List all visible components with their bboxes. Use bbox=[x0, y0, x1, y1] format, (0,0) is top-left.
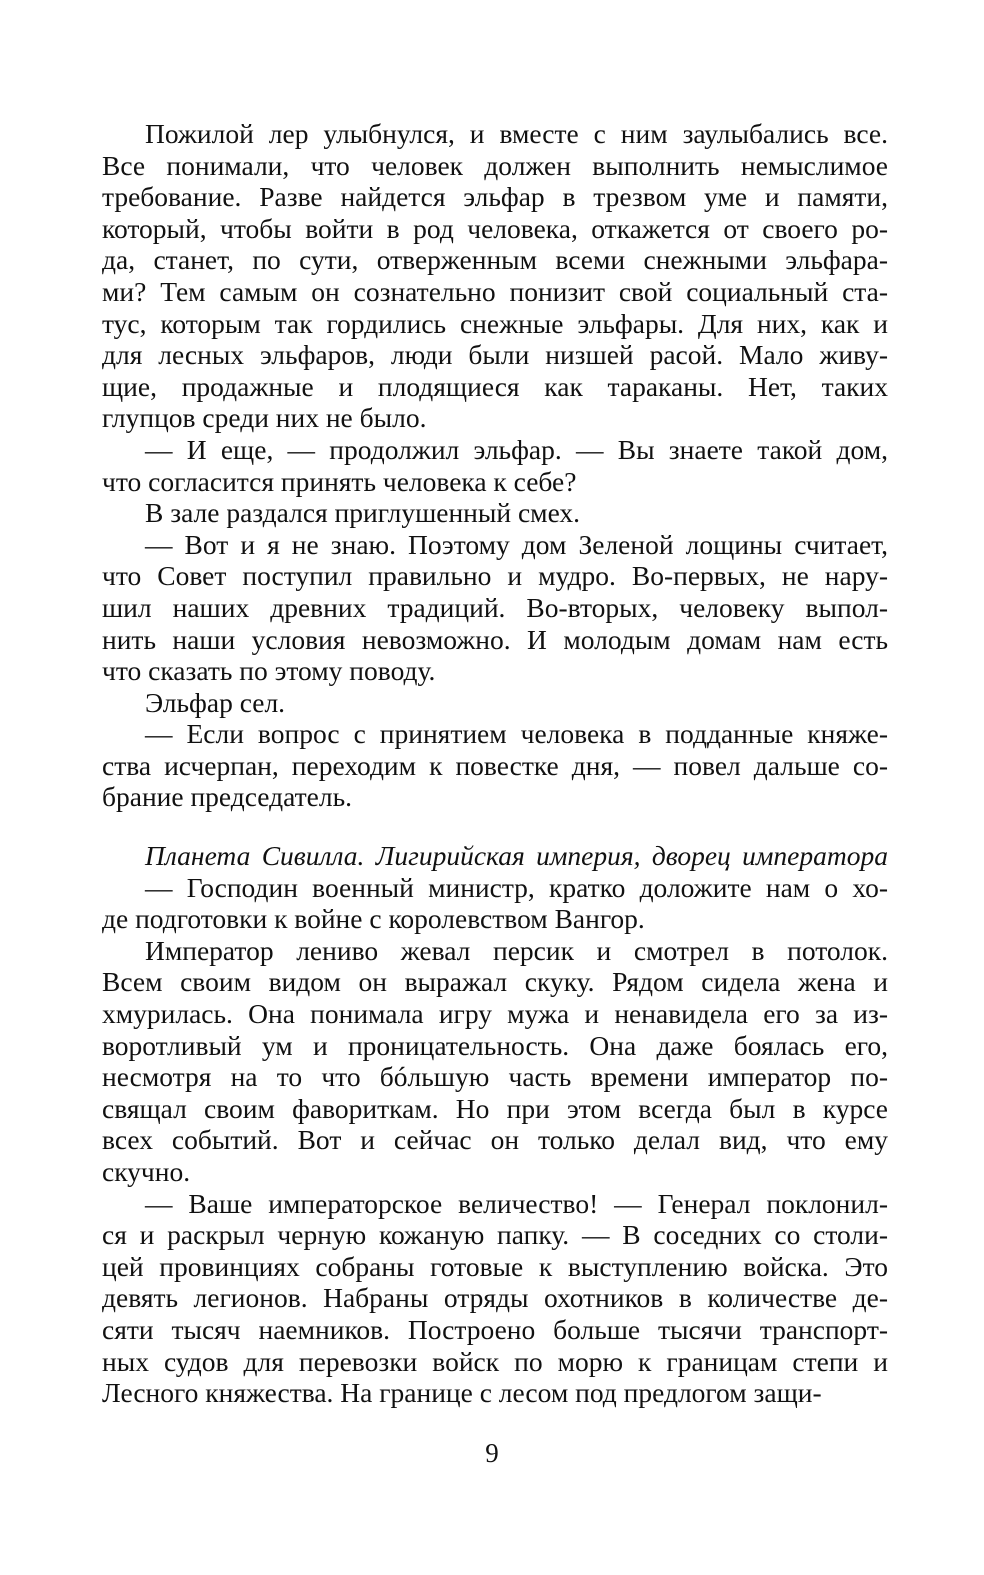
text-line: Пожилой лер улыбнулся, и вместе с ним заулыбались все. bbox=[145, 118, 888, 149]
text-line: что согласится принять человека к себе? bbox=[102, 465, 577, 497]
text-line: глупцов среди них не было. bbox=[102, 402, 427, 434]
page-body bbox=[102, 118, 888, 1409]
text-line: девять легионов. Набраны отряды охотников в количестве де- bbox=[102, 1282, 888, 1314]
text-line: для лесных эльфаров, люди были низшей расой. Мало живу- bbox=[102, 339, 888, 371]
text-line: де подготовки к войне с королевством Вангор. bbox=[102, 903, 645, 935]
text-line: что сказать по этому поводу. bbox=[102, 655, 436, 687]
text-line: — И еще, — продолжил эльфар. — Вы знаете такой дом, bbox=[145, 433, 888, 465]
paragraph bbox=[102, 497, 888, 529]
text-line: — Ваше императорское величество! — Генерал поклонил- bbox=[145, 1187, 888, 1219]
text-line: В зале раздался приглушенный смех. bbox=[145, 497, 581, 529]
paragraph bbox=[102, 872, 888, 935]
text-line: Эльфар сел. bbox=[145, 686, 286, 718]
text-line: что Совет поступил правильно и мудро. Во-первых, не нару- bbox=[102, 560, 888, 592]
paragraph bbox=[102, 118, 888, 434]
text-line: свящал своим фавориткам. Но при этом всегда был в курсе bbox=[102, 1092, 888, 1124]
text-line: щие, продажные и плодящиеся как тараканы. Нет, таких bbox=[102, 370, 888, 402]
text-line: который, чтобы войти в род человека, откажется от своего ро- bbox=[102, 212, 888, 244]
paragraph bbox=[102, 718, 888, 813]
text-line: сяти тысяч наемников. Построено больше тысячи транспорт- bbox=[102, 1313, 888, 1345]
text-line: Лесного княжества. На границе с лесом под предлогом защи- bbox=[102, 1377, 822, 1409]
text-line: скучно. bbox=[102, 1156, 191, 1187]
text-line: ных судов для перевозки войск по морю к границам степи и bbox=[102, 1345, 888, 1377]
text-line: воротливый ум и проницательность. Она даже боялась его, bbox=[102, 1029, 888, 1061]
paragraph bbox=[102, 434, 888, 497]
text-line: ми? Тем самым он сознательно понизит свой социальный ста- bbox=[102, 275, 888, 307]
text-line: — Господин военный министр, кратко доложите нам о хо- bbox=[145, 871, 888, 903]
section-heading: Планета Сивилла. Лигирийская империя, дворец императора bbox=[145, 840, 888, 872]
text-line: Все понимали, что человек должен выполнить немыслимое bbox=[102, 149, 888, 181]
text-line: — Вот и я не знаю. Поэтому дом Зеленой лощины считает, bbox=[145, 528, 888, 560]
text-line: шил наших древних традиций. Во-вторых, человеку выпол- bbox=[102, 591, 888, 623]
paragraph bbox=[102, 1188, 888, 1409]
text-line: несмотря на то что бóльшую часть времени император по- bbox=[102, 1061, 888, 1093]
text-line: всех событий. Вот и сейчас он только делал вид, что ему bbox=[102, 1124, 888, 1156]
paragraph bbox=[102, 935, 888, 1188]
text-line: цей провинциях собраны готовые к выступлению войска. Это bbox=[102, 1250, 888, 1282]
text-line: да, станет, по сути, отверженным всеми снежными эльфара- bbox=[102, 244, 888, 276]
paragraph bbox=[102, 529, 888, 687]
text-line: — Если вопрос с принятием человека в подданные княже- bbox=[145, 718, 888, 750]
text-part-2 bbox=[102, 872, 888, 1409]
text-line: ства исчерпан, переходим к повестке дня, — повел дальше со- bbox=[102, 749, 888, 781]
page-number: 9 bbox=[485, 1438, 499, 1468]
text-line: ся и раскрыл черную кожаную папку. — В соседних со столи- bbox=[102, 1219, 888, 1251]
text-line: Император лениво жевал персик и смотрел в потолок. bbox=[145, 934, 888, 966]
text-line: брание председатель. bbox=[102, 781, 352, 813]
text-line: требование. Разве найдется эльфар в трезвом уме и памяти, bbox=[102, 181, 888, 213]
text-line: хмурилась. Она понимала игру мужа и ненавидела его за из- bbox=[102, 998, 888, 1030]
text-line: тус, которым так гордились снежные эльфары. Для них, как и bbox=[102, 307, 888, 339]
text-part-1 bbox=[102, 118, 888, 813]
section-gap bbox=[102, 813, 888, 840]
text-line: нить наши условия невозможно. И молодым домам нам есть bbox=[102, 623, 888, 655]
paragraph bbox=[102, 687, 888, 719]
text-line: Всем своим видом он выражал скуку. Рядом сидела жена и bbox=[102, 966, 888, 998]
